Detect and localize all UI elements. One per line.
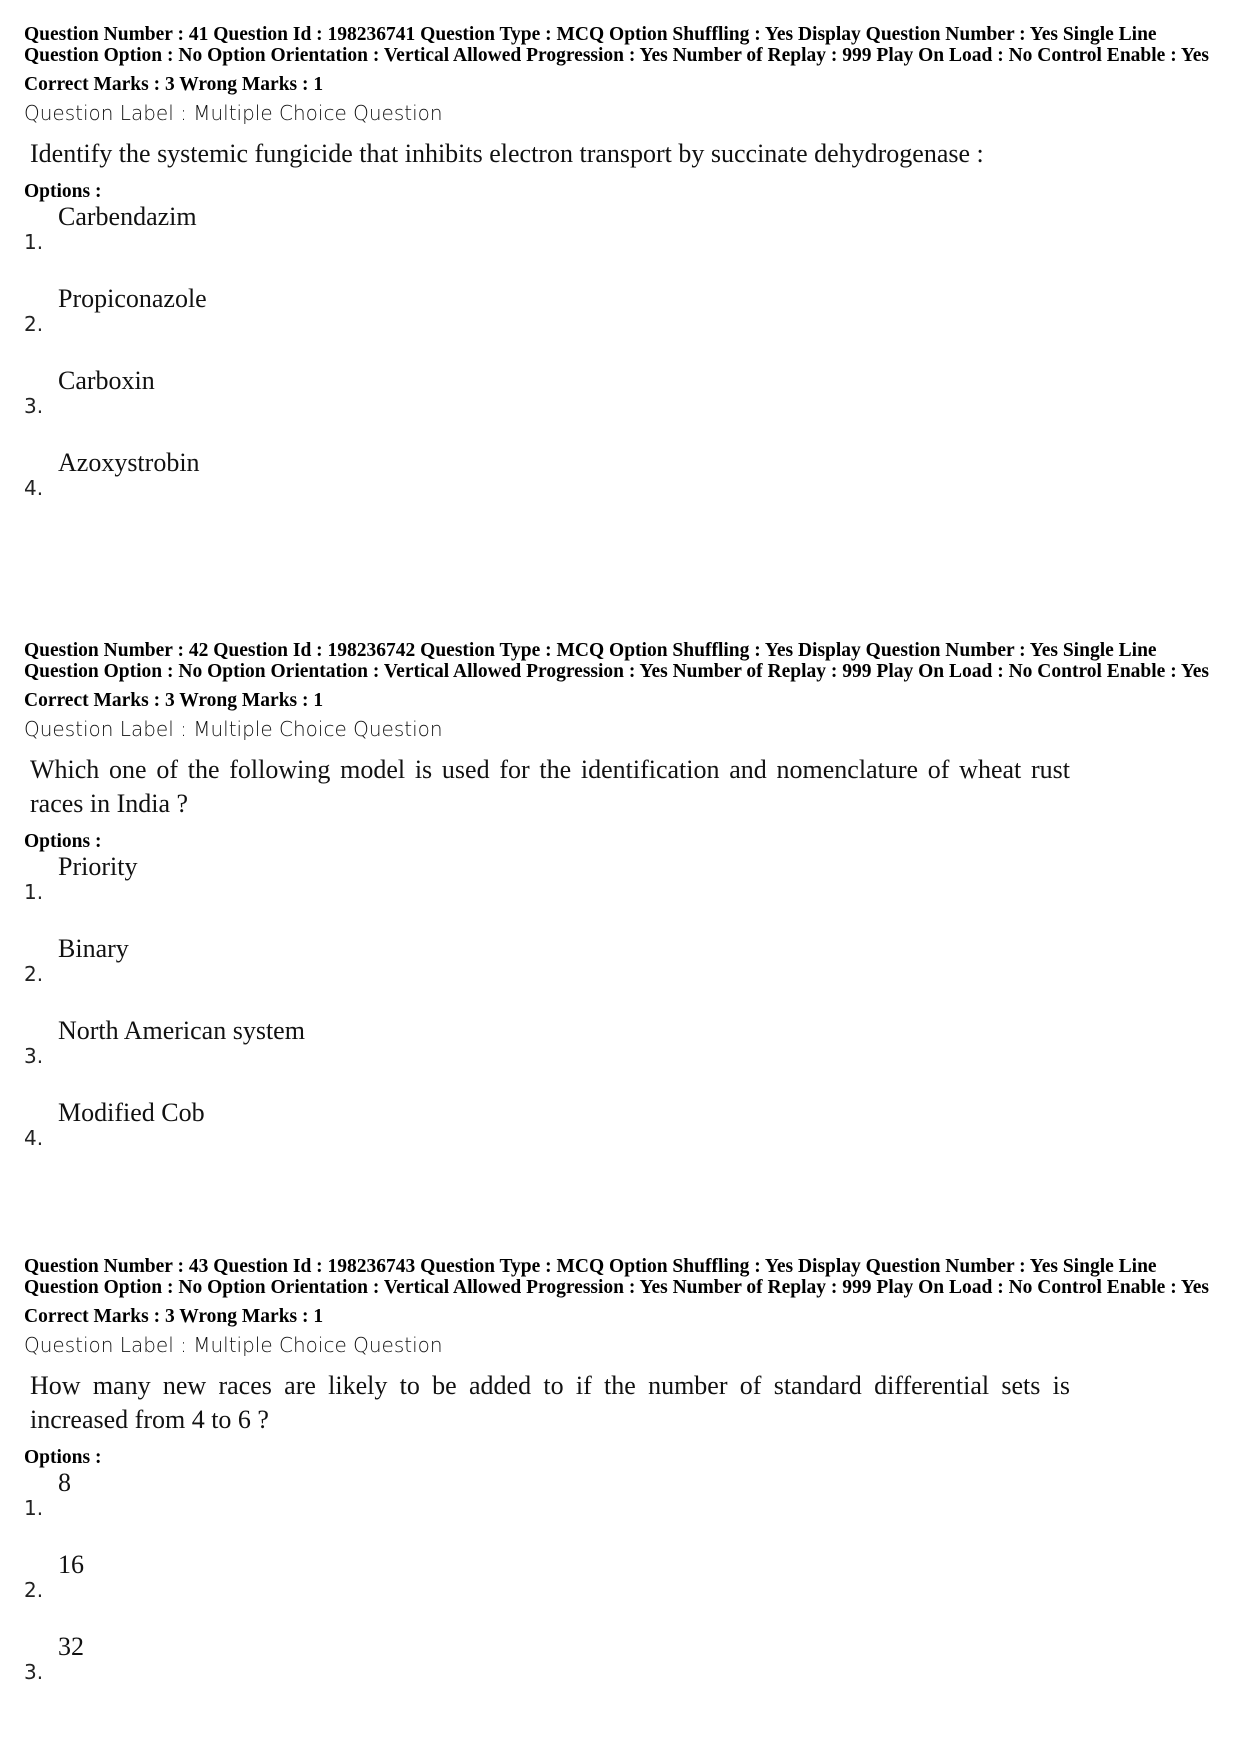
- question-text: Which one of the following model is used for the identification and nomenclature of wheat rust races in India ?: [30, 755, 1070, 818]
- option-number: 3.: [24, 394, 44, 418]
- question-label: Question Label : Multiple Choice Question: [24, 1333, 443, 1357]
- option-item[interactable]: [24, 1468, 1224, 1550]
- question-block: [24, 24, 1224, 530]
- question-marks: Correct Marks : 3 Wrong Marks : 1: [24, 74, 324, 95]
- option-item[interactable]: [24, 448, 1224, 530]
- question-meta: Question Number : 41 Question Id : 198236741 Question Type : MCQ Option Shuffling : Yes Display Question Number : Yes Single Line Question Option : No Option Orientation : Vertical Allowed Progression : Yes Number of Replay : 999 Play On Load : No Control Enable : Yes: [24, 24, 1210, 66]
- options-list: [24, 1468, 1224, 1714]
- options-list: [24, 852, 1224, 1180]
- question-block: [24, 640, 1224, 1180]
- option-item[interactable]: [24, 1016, 1224, 1098]
- option-number: 2.: [24, 962, 44, 986]
- option-number: 2.: [24, 1578, 44, 1602]
- option-text: Binary: [58, 934, 129, 963]
- option-item[interactable]: [24, 1632, 1224, 1714]
- options-heading: Options :: [24, 1447, 102, 1468]
- question-marks: Correct Marks : 3 Wrong Marks : 1: [24, 690, 324, 711]
- question-meta: Question Number : 42 Question Id : 198236742 Question Type : MCQ Option Shuffling : Yes Display Question Number : Yes Single Line Question Option : No Option Orientation : Vertical Allowed Progression : Yes Number of Replay : 999 Play On Load : No Control Enable : Yes: [24, 640, 1210, 682]
- option-number: 3.: [24, 1660, 44, 1684]
- question-marks: Correct Marks : 3 Wrong Marks : 1: [24, 1306, 324, 1327]
- option-text: North American system: [58, 1016, 305, 1045]
- option-text: Propiconazole: [58, 284, 207, 313]
- option-number: 4.: [24, 476, 44, 500]
- question-label: Question Label : Multiple Choice Question: [24, 101, 443, 125]
- option-item[interactable]: [24, 934, 1224, 1016]
- option-text: 32: [58, 1632, 84, 1661]
- option-text: Modified Cob: [58, 1098, 205, 1127]
- option-item[interactable]: [24, 1098, 1224, 1180]
- option-number: 2.: [24, 312, 44, 336]
- options-list: [24, 202, 1224, 530]
- option-number: 1.: [24, 880, 44, 904]
- options-heading: Options :: [24, 181, 102, 202]
- option-text: Carboxin: [58, 366, 155, 395]
- option-item[interactable]: [24, 366, 1224, 448]
- option-text: Carbendazim: [58, 202, 197, 231]
- question-text: How many new races are likely to be added to if the number of standard differential sets is increased from 4 to 6 ?: [30, 1371, 1070, 1434]
- option-number: 1.: [24, 1496, 44, 1520]
- option-item[interactable]: [24, 852, 1224, 934]
- option-number: 3.: [24, 1044, 44, 1068]
- question-text: Identify the systemic fungicide that inhibits electron transport by succinate dehydrogenase :: [30, 139, 984, 168]
- option-text: Azoxystrobin: [58, 448, 200, 477]
- question-block: [24, 1256, 1224, 1714]
- option-number: 1.: [24, 230, 44, 254]
- option-number: 4.: [24, 1126, 44, 1150]
- question-meta: Question Number : 43 Question Id : 198236743 Question Type : MCQ Option Shuffling : Yes Display Question Number : Yes Single Line Question Option : No Option Orientation : Vertical Allowed Progression : Yes Number of Replay : 999 Play On Load : No Control Enable : Yes: [24, 1256, 1210, 1298]
- option-text: 16: [58, 1550, 84, 1579]
- option-text: Priority: [58, 852, 138, 881]
- option-item[interactable]: [24, 284, 1224, 366]
- options-heading: Options :: [24, 831, 102, 852]
- option-item[interactable]: [24, 1550, 1224, 1632]
- question-label: Question Label : Multiple Choice Question: [24, 717, 443, 741]
- option-item[interactable]: [24, 202, 1224, 284]
- option-text: 8: [58, 1468, 71, 1497]
